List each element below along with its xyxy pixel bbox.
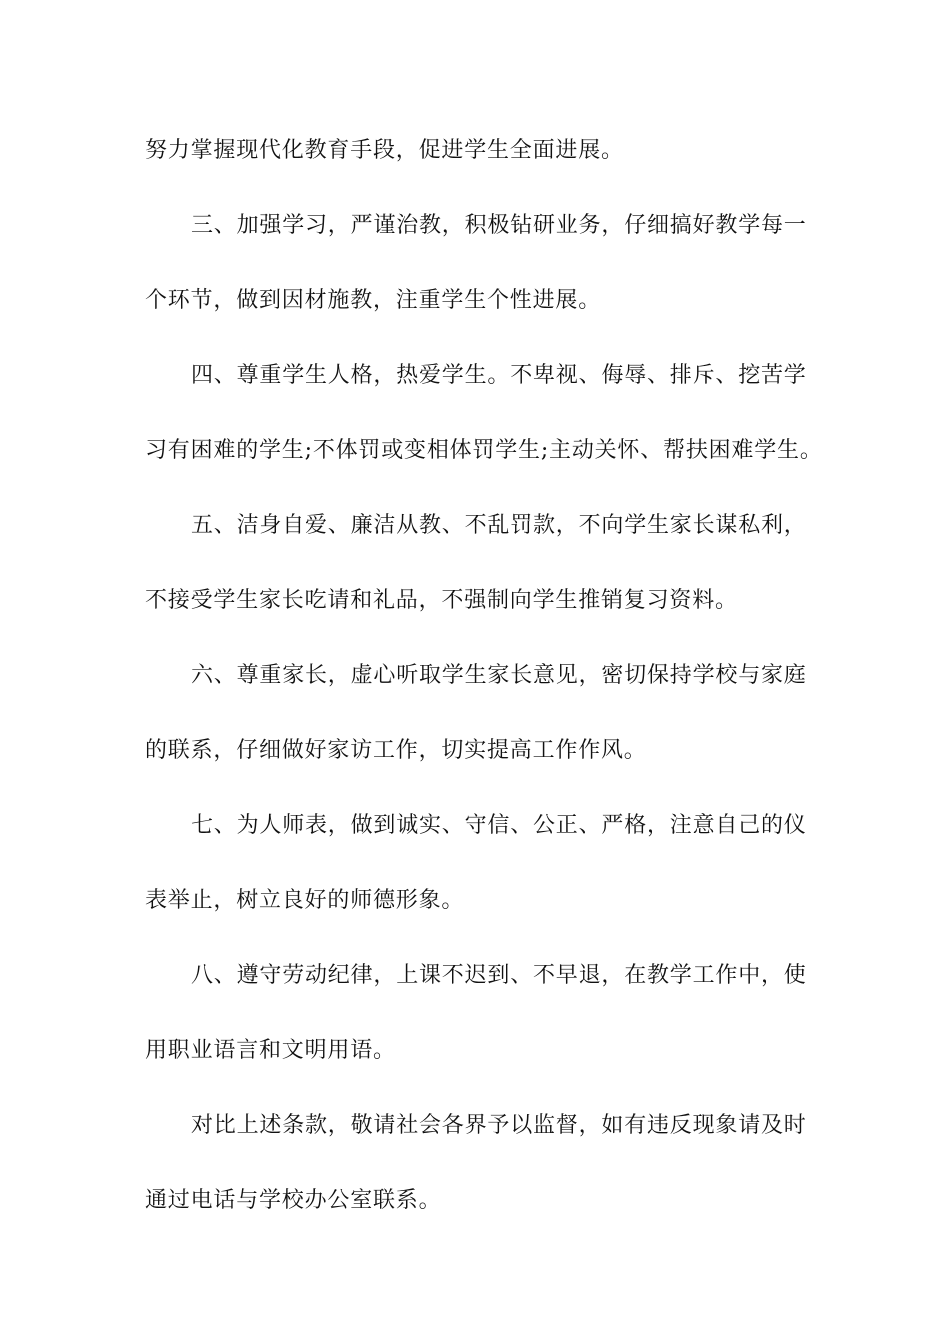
paragraph-line: 六、尊重家长，虚心听取学生家长意见，密切保持学校与家庭 xyxy=(191,663,807,688)
paragraph-line: 通过电话与学校办公室联系。 xyxy=(145,1188,442,1213)
paragraph-closing xyxy=(145,1099,807,1249)
paragraph-line: 表举止，树立良好的师德形象。 xyxy=(145,888,465,913)
paragraph-intro-continuation xyxy=(145,124,807,199)
document-body xyxy=(145,124,823,1249)
paragraph-item-5 xyxy=(145,499,807,649)
paragraph-line: 个环节，做到因材施教，注重学生个性进展。 xyxy=(145,288,602,313)
paragraph-line: 四、尊重学生人格，热爱学生。不卑视、侮辱、排斥、挖苦学 xyxy=(191,363,807,388)
paragraph-line: 的联系，仔细做好家访工作，切实提高工作作风。 xyxy=(145,738,647,763)
paragraph-item-7 xyxy=(145,799,807,949)
paragraph-line: 七、为人师表，做到诚实、守信、公正、严格，注意自己的仪 xyxy=(191,813,807,838)
paragraph-line: 习有困难的学生;不体罚或变相体罚学生;主动关怀、帮扶困难学生。 xyxy=(145,438,823,463)
paragraph-item-3 xyxy=(145,199,807,349)
paragraph-line: 八、遵守劳动纪律，上课不迟到、不早退，在教学工作中，使 xyxy=(191,963,807,988)
paragraph-line: 不接受学生家长吃请和礼品，不强制向学生推销复习资料。 xyxy=(145,588,738,613)
paragraph-line: 努力掌握现代化教育手段，促进学生全面进展。 xyxy=(145,138,624,163)
paragraph-line: 对比上述条款，敬请社会各界予以监督，如有违反现象请及时 xyxy=(191,1113,807,1138)
paragraph-item-8 xyxy=(145,949,807,1099)
paragraph-line: 用职业语言和文明用语。 xyxy=(145,1038,396,1063)
paragraph-line: 三、加强学习，严谨治教，积极钻研业务，仔细搞好教学每一 xyxy=(191,213,807,238)
paragraph-item-4 xyxy=(145,349,823,499)
paragraph-item-6 xyxy=(145,649,807,799)
paragraph-line: 五、洁身自爱、廉洁从教、不乱罚款，不向学生家长谋私利， xyxy=(191,513,807,538)
